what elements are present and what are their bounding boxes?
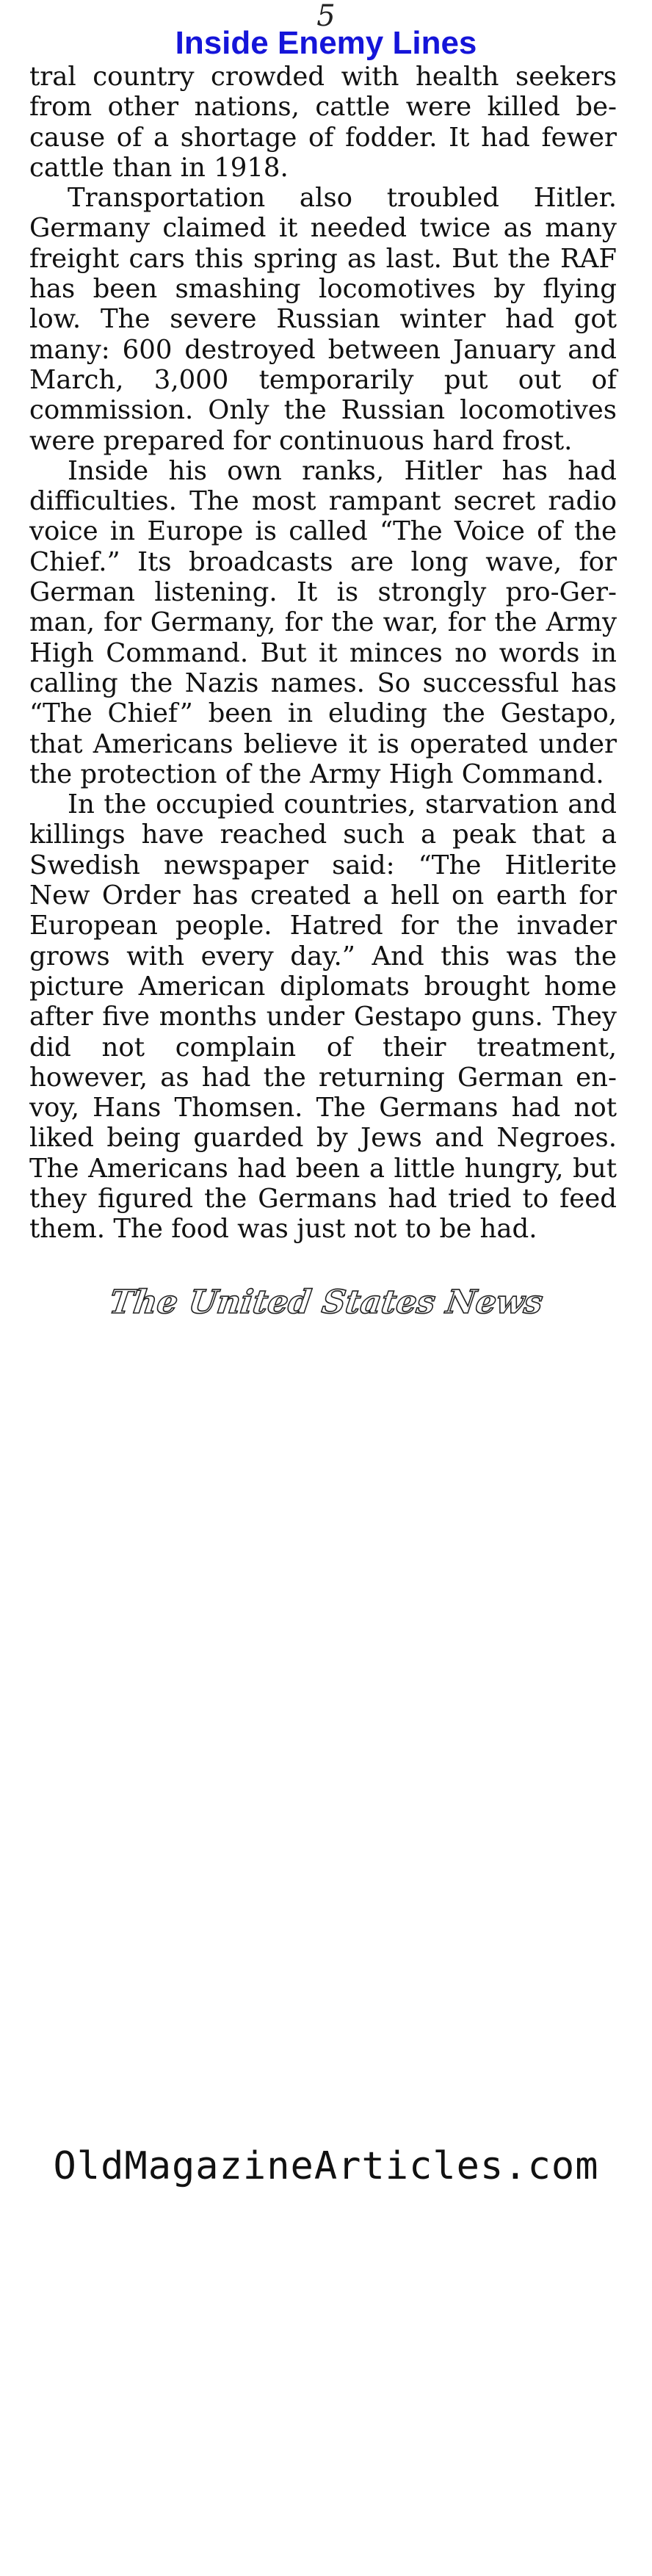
article-paragraph-4: In the occupied countries, starvation and killings have reached such a peak that a Swedish newspaper said: “The Hitlerite New Order has created a hell on earth for European people. Hatred for the invader grows with every day.” And this was the picture American diplomats brought home after five months under Gestapo guns. They did not complain of their treatment, however, as had the returning German envoy, Hans Thomsen. The Germans had not liked being guarded by Jews and Negroes. The Americans had been a little hungry, but they figured the Germans had tried to feed them. The food was just not to be had.	[29, 789, 617, 1245]
publication-logo: The United States News	[106, 1284, 546, 1321]
article-body	[29, 62, 617, 1245]
section-title: Inside Enemy Lines	[175, 25, 477, 61]
site-footer: OldMagazineArticles.com	[53, 2144, 599, 2188]
article-paragraph-2: Transportation also troubled Hitler. Germany claimed it needed twice as many freight cars this spring as last. But the RAF has been smashing locomotives by flying low. The severe Russian winter had got many: 600 destroyed between January and March, 3,000 temporarily put out of commission. Only the Russian locomotives were prepared for continuous hard frost.	[29, 183, 617, 456]
article-paragraph-1: tral country crowded with health seekers from other nations, cattle were killed because of a shortage of fodder. It had fewer cattle than in 1918.	[29, 62, 617, 183]
page-number: 5	[316, 0, 336, 33]
article-paragraph-3: Inside his own ranks, Hitler has had difficulties. The most rampant secret radio voice in Europe is called “The Voice of the Chief.” Its broadcasts are long wave, for German listening. It is strongly pro-German, for Germany, for the war, for the Army High Command. But it minces no words in calling the Nazis names. So successful has “The Chief” been in eluding the Gestapo, that Americans believe it is operated under the protection of the Army High Command.	[29, 455, 617, 789]
